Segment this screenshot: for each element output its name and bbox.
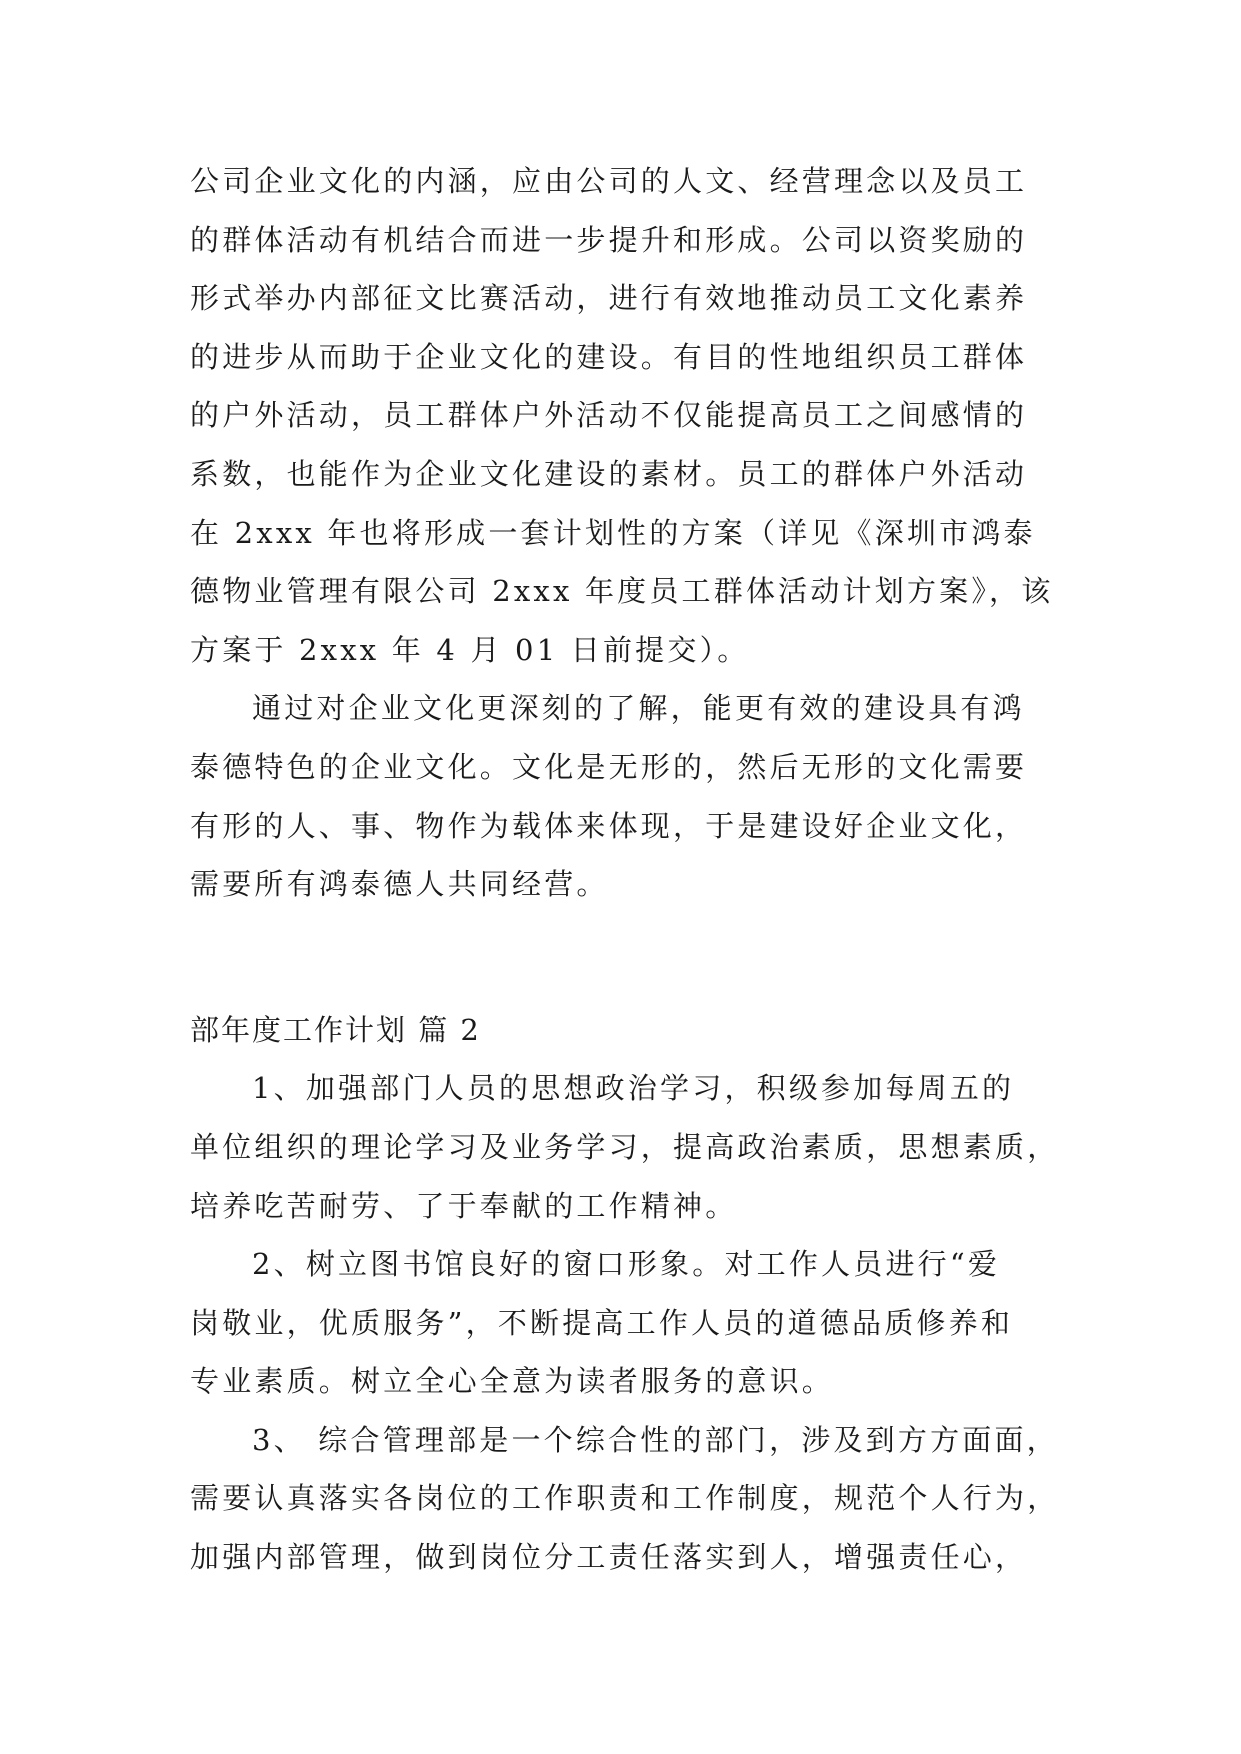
section-gap <box>190 914 1070 1001</box>
text-line: 有形的人、事、物作为载体来体现，于是建设好企业文化， <box>190 808 1028 843</box>
list-item-2 <box>190 1235 1070 1411</box>
text-line: 需要所有鸿泰德人共同经营。 <box>190 867 609 902</box>
text-line: 在 2xxx 年也将形成一套计划性的方案（详见《深圳市鸿泰 <box>190 515 1036 550</box>
paragraph-corporate-culture <box>190 152 1070 679</box>
text-line: 通过对企业文化更深刻的了解，能更有效的建设具有鸿 <box>252 691 1025 726</box>
text-line: 2、树立图书馆良好的窗口形象。对工作人员进行“爱 <box>252 1247 1001 1282</box>
text-line: 的户外活动，员工群体户外活动不仅能提高员工之间感情的 <box>190 398 1028 433</box>
text-line: 泰德特色的企业文化。文化是无形的，然后无形的文化需要 <box>190 749 1028 784</box>
list-item-1 <box>190 1059 1070 1235</box>
text-line: 需要认真落实各岗位的工作职责和工作制度，规范个人行为， <box>190 1481 1060 1516</box>
text-line: 单位组织的理论学习及业务学习，提高政治素质，思想素质， <box>190 1129 1060 1164</box>
text-line: 1、加强部门人员的思想政治学习，积级参加每周五的 <box>252 1071 1015 1106</box>
text-line: 德物业管理有限公司 2xxx 年度员工群体活动计划方案》，该 <box>190 574 1054 609</box>
document-body <box>190 152 1070 1587</box>
text-line: 的群体活动有机结合而进一步提升和形成。公司以资奖励的 <box>190 222 1028 257</box>
text-line: 专业素质。树立全心全意为读者服务的意识。 <box>190 1364 835 1399</box>
text-line: 的进步从而助于企业文化的建设。有目的性地组织员工群体 <box>190 339 1028 374</box>
text-line: 培养吃苦耐劳、了于奉献的工作精神。 <box>190 1188 738 1223</box>
text-line: 岗敬业，优质服务”，不断提高工作人员的道德品质修养和 <box>190 1305 1014 1340</box>
text-line: 系数，也能作为企业文化建设的素材。员工的群体户外活动 <box>190 456 1028 491</box>
text-line: 形式举办内部征文比赛活动，进行有效地推动员工文化素养 <box>190 281 1028 316</box>
text-line: 3、 综合管理部是一个综合性的部门，涉及到方方面面， <box>252 1422 1059 1457</box>
list-item-3 <box>190 1411 1070 1587</box>
text-line: 公司企业文化的内涵，应由公司的人文、经营理念以及员工 <box>190 164 1028 198</box>
text-line: 加强内部管理，做到岗位分工责任落实到人，增强责任心， <box>190 1540 1028 1575</box>
text-line: 方案于 2xxx 年 4 月 01 日前提交）。 <box>190 632 750 667</box>
section-heading: 部年度工作计划 篇 2 <box>190 1012 481 1047</box>
paragraph-culture-summary <box>190 679 1070 913</box>
